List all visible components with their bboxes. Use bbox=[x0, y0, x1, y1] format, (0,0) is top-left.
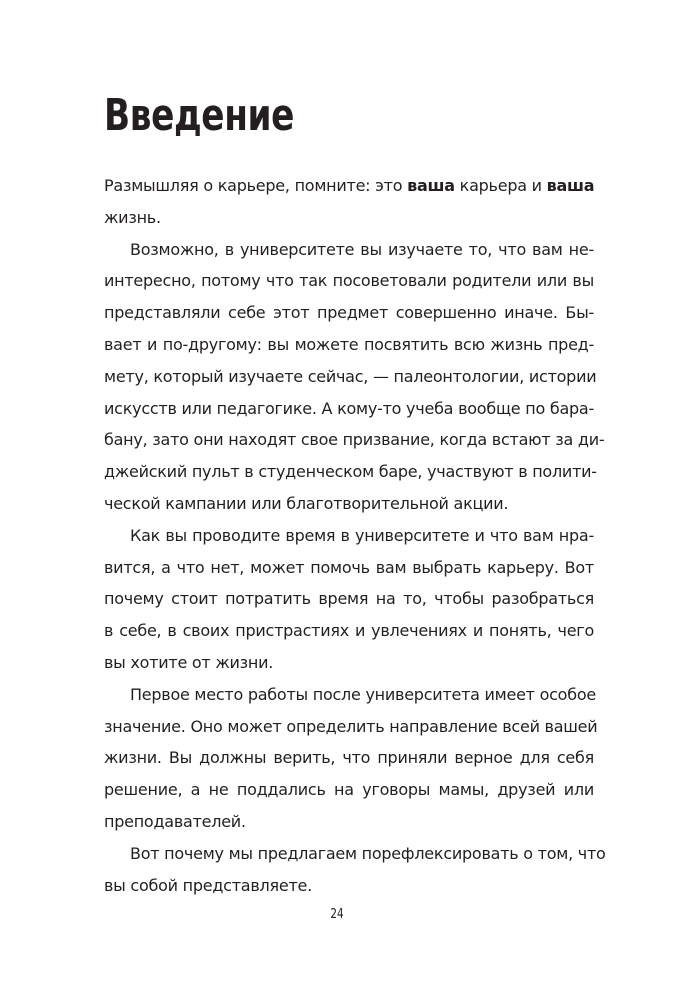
text-line bbox=[104, 488, 594, 520]
text-run: интересно, потому что так посоветовали родители или вы bbox=[104, 271, 594, 291]
text-line bbox=[104, 456, 597, 488]
text-line bbox=[104, 520, 594, 552]
text-line bbox=[104, 361, 597, 393]
text-line bbox=[104, 424, 605, 456]
text-line bbox=[104, 170, 594, 202]
text-line bbox=[104, 297, 594, 329]
text-line bbox=[104, 615, 594, 647]
text-run: в себе, в своих пристрастиях и увлечениях и понять, чего bbox=[104, 621, 594, 641]
text-line bbox=[104, 742, 594, 774]
text-line bbox=[104, 838, 606, 870]
text-run: решение, а не поддались на уговоры мамы, друзей или bbox=[104, 780, 594, 800]
text-line bbox=[104, 647, 594, 679]
text-run: значение. Оно может определить направление всей вашей bbox=[104, 716, 598, 736]
text-run: Возможно, в университете вы изучаете то, что вам не- bbox=[130, 239, 594, 259]
body-text bbox=[104, 170, 606, 901]
text-line bbox=[104, 583, 594, 615]
text-run: джейский пульт в студенческом баре, участвуют в полити- bbox=[104, 462, 597, 482]
text-run: жизнь. bbox=[104, 207, 161, 227]
text-run: вы хотите от жизни. bbox=[104, 652, 274, 672]
text-line bbox=[104, 202, 594, 234]
text-run: бану, зато они находят свое призвание, когда встают за ди- bbox=[104, 430, 605, 450]
text-line bbox=[104, 679, 594, 711]
text-line bbox=[104, 329, 594, 361]
text-run: искусств или педагогике. А кому-то учеба вообще по бара- bbox=[104, 398, 594, 418]
page-number: 24 bbox=[330, 907, 344, 922]
text-run: мету, который изучаете сейчас, — палеонтологии, истории bbox=[104, 366, 597, 386]
emphasis-text: ваша bbox=[546, 176, 595, 195]
text-line bbox=[104, 774, 594, 806]
text-run: Вот почему мы предлагаем порефлексировать о том, что bbox=[130, 843, 606, 863]
page-title: Введение bbox=[104, 90, 295, 141]
text-run: почему стоит потратить время на то, чтобы разобраться bbox=[104, 589, 594, 609]
text-line bbox=[104, 711, 598, 743]
text-run: Размышляя о карьере, помните: это bbox=[104, 176, 408, 195]
text-run: представляли себе этот предмет совершенно иначе. Бы- bbox=[104, 303, 594, 323]
text-run: жизни. Вы должны верить, что приняли верное для себя bbox=[104, 748, 594, 768]
text-run: вает и по-другому: вы можете посвятить всю жизнь пред- bbox=[104, 334, 594, 354]
text-run: преподавателей. bbox=[104, 811, 246, 831]
text-run: карьера и bbox=[454, 176, 547, 195]
text-line bbox=[104, 393, 594, 425]
text-line bbox=[104, 265, 594, 297]
text-line bbox=[104, 552, 594, 584]
text-run: вы собой представляете. bbox=[104, 875, 312, 895]
text-run: Как вы проводите время в университете и что вам нра- bbox=[130, 525, 594, 545]
text-line bbox=[104, 234, 594, 266]
text-run: вится, а что нет, может помочь вам выбрать карьеру. Вот bbox=[104, 557, 594, 577]
text-line bbox=[104, 806, 594, 838]
text-run: Первое место работы после университета имеет особое bbox=[130, 684, 596, 704]
text-line bbox=[104, 870, 594, 902]
text-run: ческой кампании или благотворительной акции. bbox=[104, 493, 509, 513]
emphasis-text: ваша bbox=[407, 176, 455, 195]
